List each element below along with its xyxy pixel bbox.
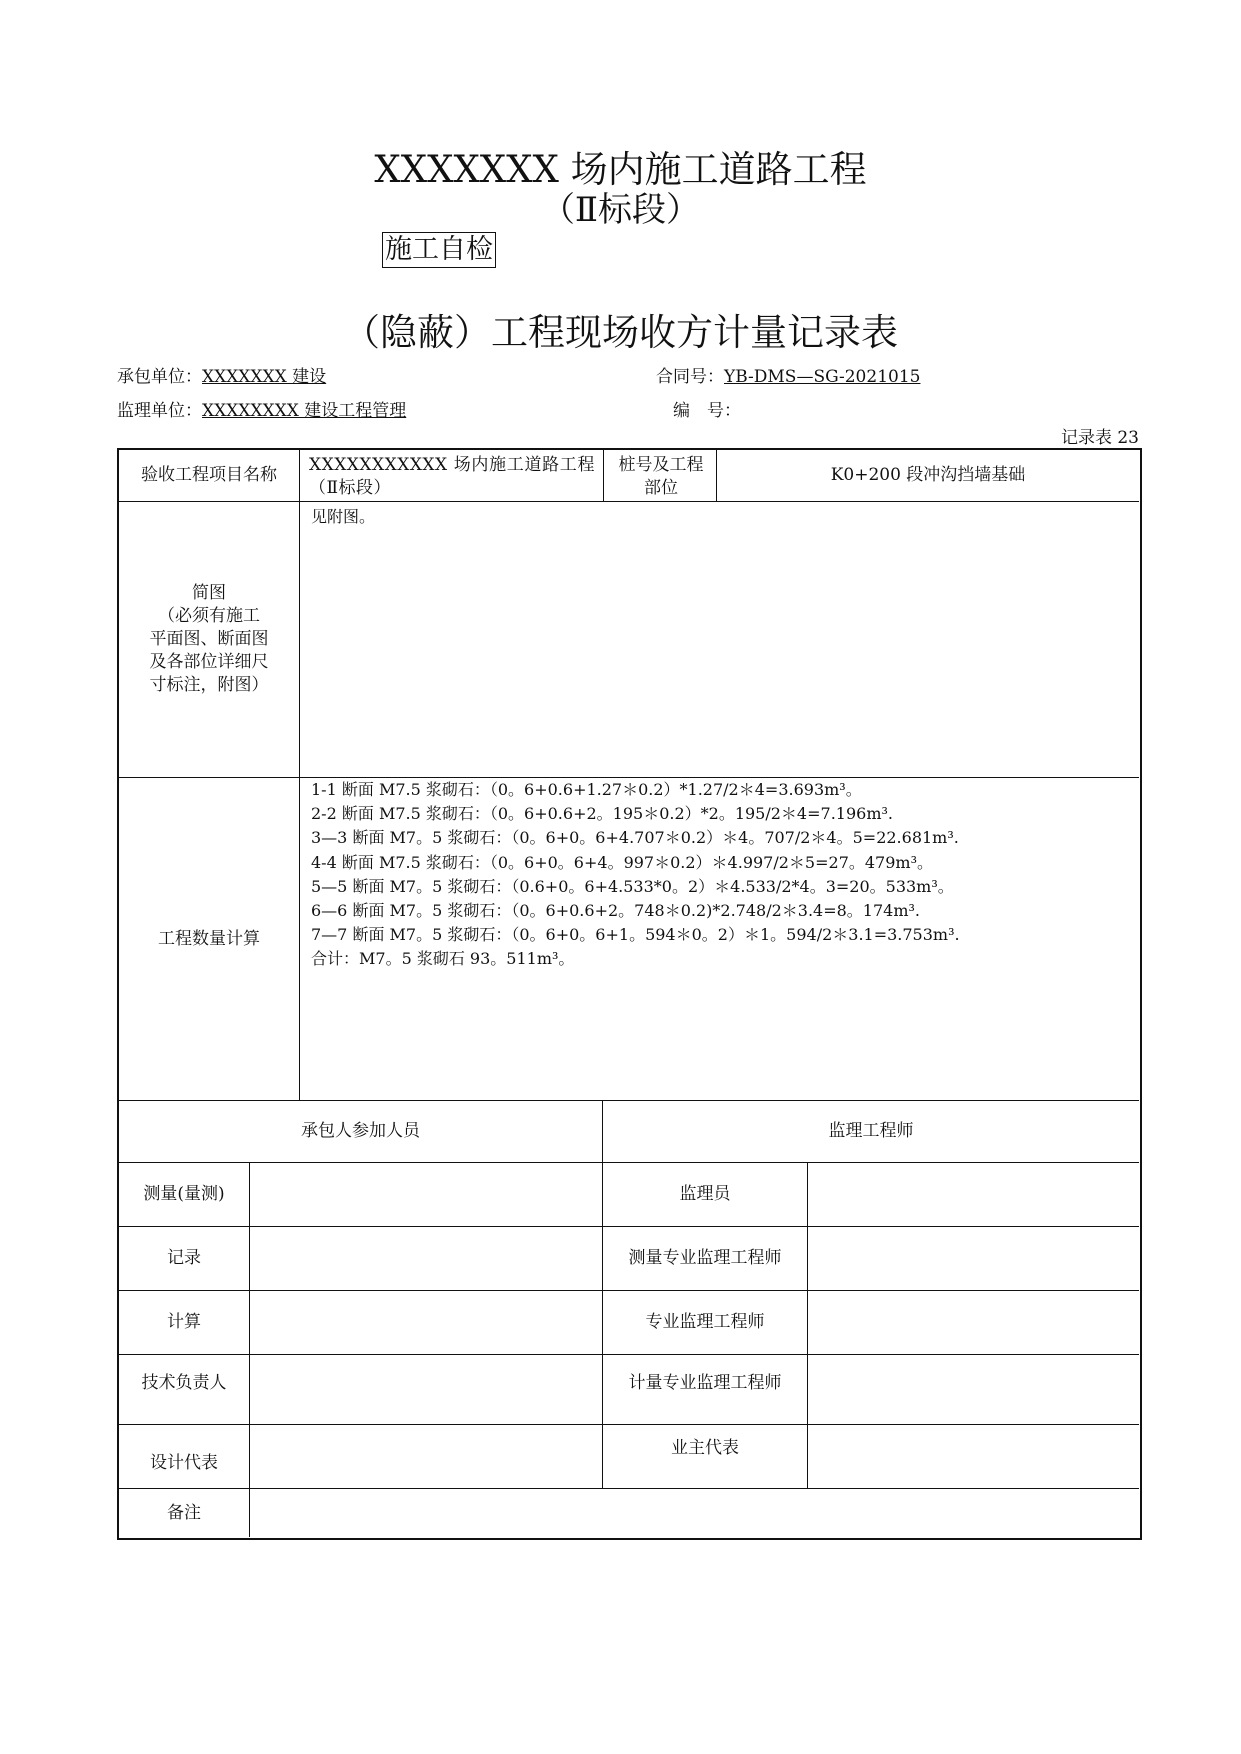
station-label: 桩号及工程部位: [618, 454, 704, 498]
contractor-info: [117, 366, 326, 388]
contract-number-label: 合同号：: [656, 367, 724, 387]
serial-number-label: 编 号：: [673, 401, 741, 421]
sketch-label: 简图 （必须有施工 平面图、断面图 及各部位详细尺 寸标注，附图）: [149, 583, 269, 695]
contract-number-value: YB-DMS—SG-2021015: [724, 367, 921, 387]
surveying-label: 测量(量测): [143, 1184, 225, 1204]
contract-number-info: [656, 366, 920, 388]
self-inspection-stamp: 施工自检: [382, 232, 496, 268]
owner-representative-label: 业主代表: [671, 1437, 739, 1458]
calc-line: 5—5 断面 M7。5 浆砌石：（0.6+0。6+4.533*0。2）＊4.533/2*4。3=20。533m³。: [311, 876, 954, 896]
calc-line: 2-2 断面 M7.5 浆砌石：（0。6+0.6+2。195＊0.2）*2。195/2＊4=7.196m³.: [311, 804, 893, 824]
supervisor-label: 监理员: [679, 1184, 731, 1204]
quantity-calculation-label: 工程数量计算: [158, 928, 260, 949]
supervisor-engineer-header: 监理工程师: [828, 1121, 914, 1141]
calc-line: 6—6 断面 M7。5 浆砌石：（0。6+0.6+2。748＊0.2)*2.748/2＊3.4=8。174m³.: [311, 901, 921, 921]
contractor-staff-header: 承包人参加人员: [301, 1121, 420, 1141]
remarks-label: 备注: [167, 1502, 201, 1523]
sketch-note: 见附图。: [311, 507, 376, 526]
supervisor-label: 监理单位：: [117, 401, 202, 421]
specialist-supervisor-label: 专业监理工程师: [645, 1312, 765, 1332]
recording-label: 记录: [167, 1248, 201, 1268]
quantity-calculation-content: [311, 778, 1131, 972]
calc-line: 1-1 断面 M7.5 浆砌石：（0。6+0.6+1.27＊0.2）*1.27/2＊4=3.693m³。: [311, 780, 862, 799]
calc-total: 合计：M7。5 浆砌石 93。511m³。: [311, 949, 575, 969]
form-title: （隐蔽）工程现场收方计量记录表: [343, 311, 898, 354]
calc-line: 4-4 断面 M7.5 浆砌石：（0。6+0。6+4。997＊0.2）＊4.997/2＊5=27。479m³。: [311, 852, 933, 872]
survey-supervisor-label: 测量专业监理工程师: [628, 1248, 782, 1268]
calc-line: 3—3 断面 M7。5 浆砌石：（0。6+0。6+4.707＊0.2）＊4。707/2＊4。5=22.681m³.: [311, 828, 959, 848]
project-name-value: XXXXXXXXXXX 场内施工道路工程（Ⅱ标段）: [309, 454, 595, 498]
contractor-label: 承包单位：: [117, 367, 202, 387]
project-name-label: 验收工程项目名称: [141, 465, 277, 485]
calc-line: 7—7 断面 M7。5 浆砌石：（0。6+0。6+1。594＊0。2）＊1。594/2＊3.1=3.753m³.: [311, 925, 960, 945]
calculation-label: 计算: [167, 1312, 201, 1332]
document-subtitle: （Ⅱ标段）: [540, 190, 701, 230]
supervisor-value: XXXXXXXX 建设工程管理: [202, 401, 407, 421]
document-title: XXXXXXX 场内施工道路工程: [374, 148, 867, 191]
record-table: [117, 448, 1142, 1540]
supervisor-info: [117, 400, 406, 422]
technical-lead-label: 技术负责人: [141, 1373, 227, 1393]
design-representative-label: 设计代表: [150, 1452, 218, 1473]
metering-supervisor-label: 计量专业监理工程师: [628, 1373, 782, 1393]
station-value: K0+200 段冲沟挡墙基础: [830, 465, 1026, 485]
record-number: 记录表 23: [1060, 428, 1139, 448]
contractor-value: XXXXXXX 建设: [202, 367, 327, 387]
